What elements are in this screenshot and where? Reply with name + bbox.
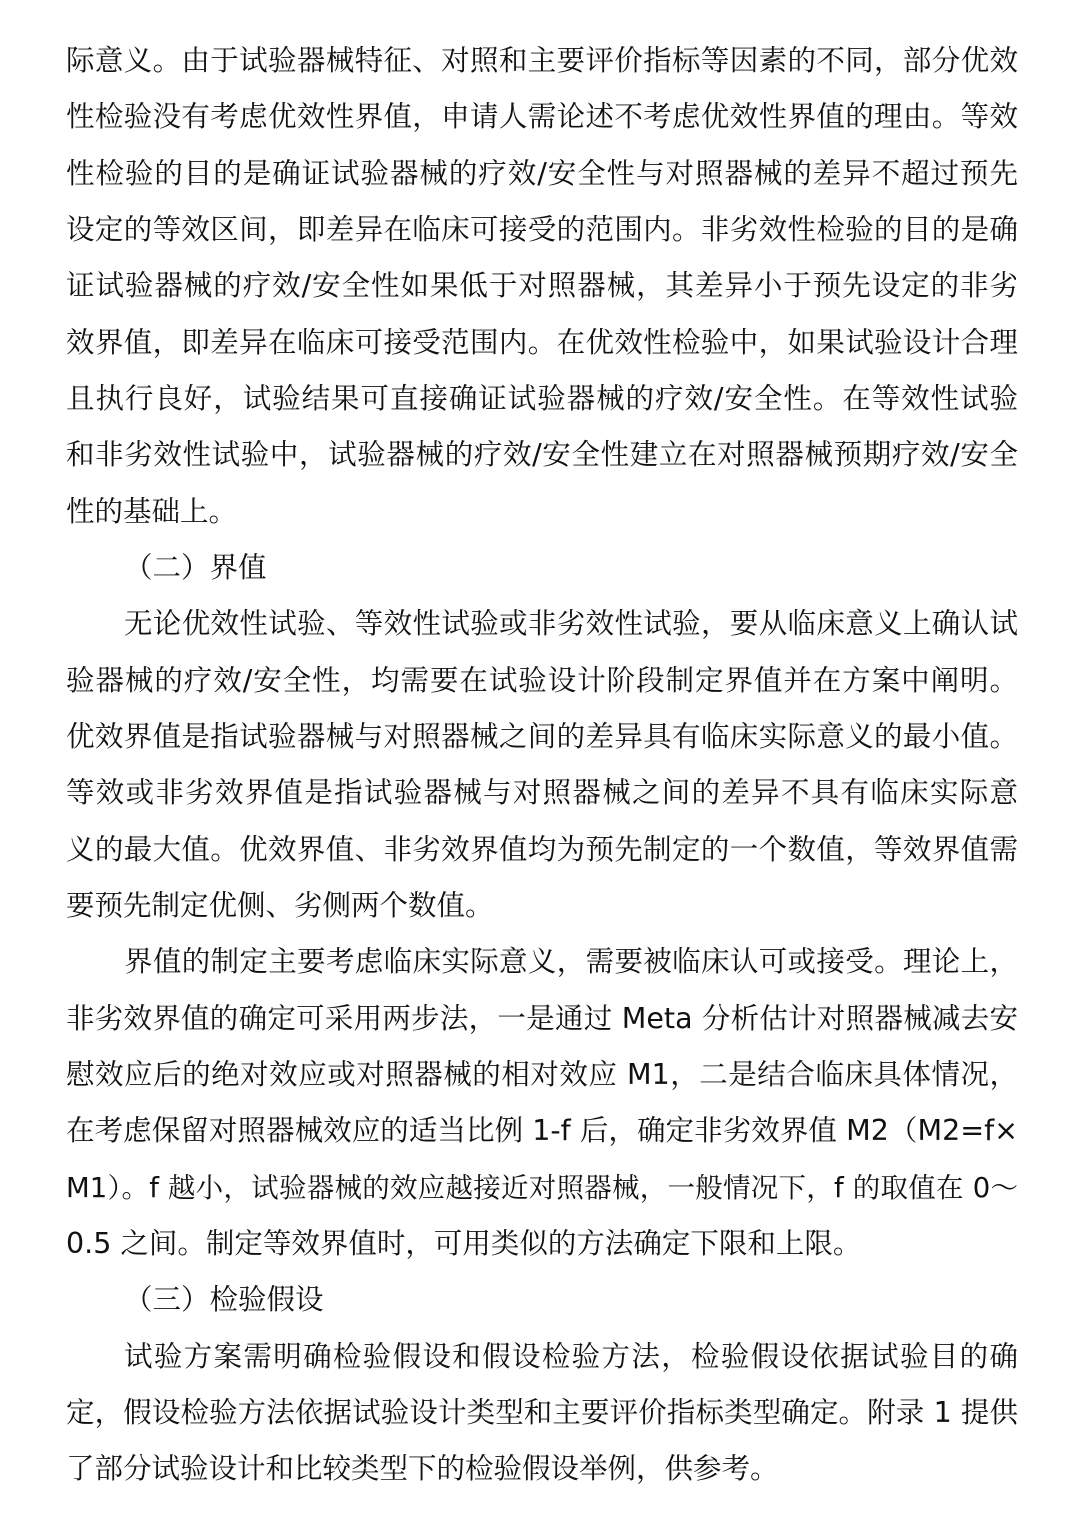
paragraph-line: 效界值，即差异在临床可接受范围内。在优效性检验中，如果试验设计合理 bbox=[66, 326, 1018, 359]
paragraph-line: 无论优效性试验、等效性试验或非劣效性试验，要从临床意义上确认试 bbox=[124, 607, 1018, 640]
paragraph-line: 设定的等效区间，即差异在临床可接受的范围内。非劣效性检验的目的是确 bbox=[66, 213, 1018, 246]
paragraph-line: 和非劣效性试验中，试验器械的疗效/安全性建立在对照器械预期疗效/安全 bbox=[66, 438, 1018, 471]
paragraph-line: 界值的制定主要考虑临床实际意义，需要被临床认可或接受。理论上， bbox=[124, 945, 1018, 978]
paragraph-line: 际意义。由于试验器械特征、对照和主要评价指标等因素的不同，部分优效 bbox=[66, 44, 1018, 77]
paragraph-line: 试验方案需明确检验假设和假设检验方法，检验假设依据试验目的确 bbox=[124, 1340, 1018, 1373]
paragraph-line: 非劣效界值的确定可采用两步法，一是通过 Meta 分析估计对照器械减去安 bbox=[66, 1002, 1018, 1035]
paragraph-line: 在考虑保留对照器械效应的适当比例 1-f 后，确定非劣效界值 M2（M2=f× bbox=[66, 1114, 1018, 1147]
paragraph-line: 了部分试验设计和比较类型下的检验假设举例，供参考。 bbox=[66, 1452, 779, 1485]
paragraph-line: 0.5 之间。制定等效界值时，可用类似的方法确定下限和上限。 bbox=[66, 1227, 862, 1260]
paragraph-line: 验器械的疗效/安全性，均需要在试验设计阶段制定界值并在方案中阐明。 bbox=[66, 664, 1018, 697]
paragraph-line: 证试验器械的疗效/安全性如果低于对照器械，其差异小于预先设定的非劣 bbox=[66, 269, 1018, 302]
paragraph-line: 优效界值是指试验器械与对照器械之间的差异具有临床实际意义的最小值。 bbox=[66, 720, 1018, 753]
section-heading-hypothesis: （三）检验假设 bbox=[124, 1283, 324, 1316]
paragraph-line: 性的基础上。 bbox=[66, 495, 238, 528]
paragraph-line: 性检验没有考虑优效性界值，申请人需论述不考虑优效性界值的理由。等效 bbox=[66, 100, 1018, 133]
paragraph-line: 性检验的目的是确证试验器械的疗效/安全性与对照器械的差异不超过预先 bbox=[66, 157, 1018, 190]
section-heading-margin: （二）界值 bbox=[124, 551, 267, 584]
paragraph-line: 要预先制定优侧、劣侧两个数值。 bbox=[66, 889, 494, 922]
paragraph-line: 义的最大值。优效界值、非劣效界值均为预先制定的一个数值，等效界值需 bbox=[66, 833, 1018, 866]
paragraph-line: 定，假设检验方法依据试验设计类型和主要评价指标类型确定。附录 1 提供 bbox=[66, 1396, 1018, 1429]
paragraph-line: M1）。f 越小，试验器械的效应越接近对照器械，一般情况下，f 的取值在 0～ bbox=[66, 1172, 1018, 1204]
paragraph-line: 等效或非劣效界值是指试验器械与对照器械之间的差异不具有临床实际意 bbox=[66, 776, 1018, 809]
paragraph-line: 慰效应后的绝对效应或对照器械的相对效应 M1，二是结合临床具体情况， bbox=[66, 1058, 1018, 1091]
paragraph-line: 且执行良好，试验结果可直接确证试验器械的疗效/安全性。在等效性试验 bbox=[66, 382, 1018, 415]
